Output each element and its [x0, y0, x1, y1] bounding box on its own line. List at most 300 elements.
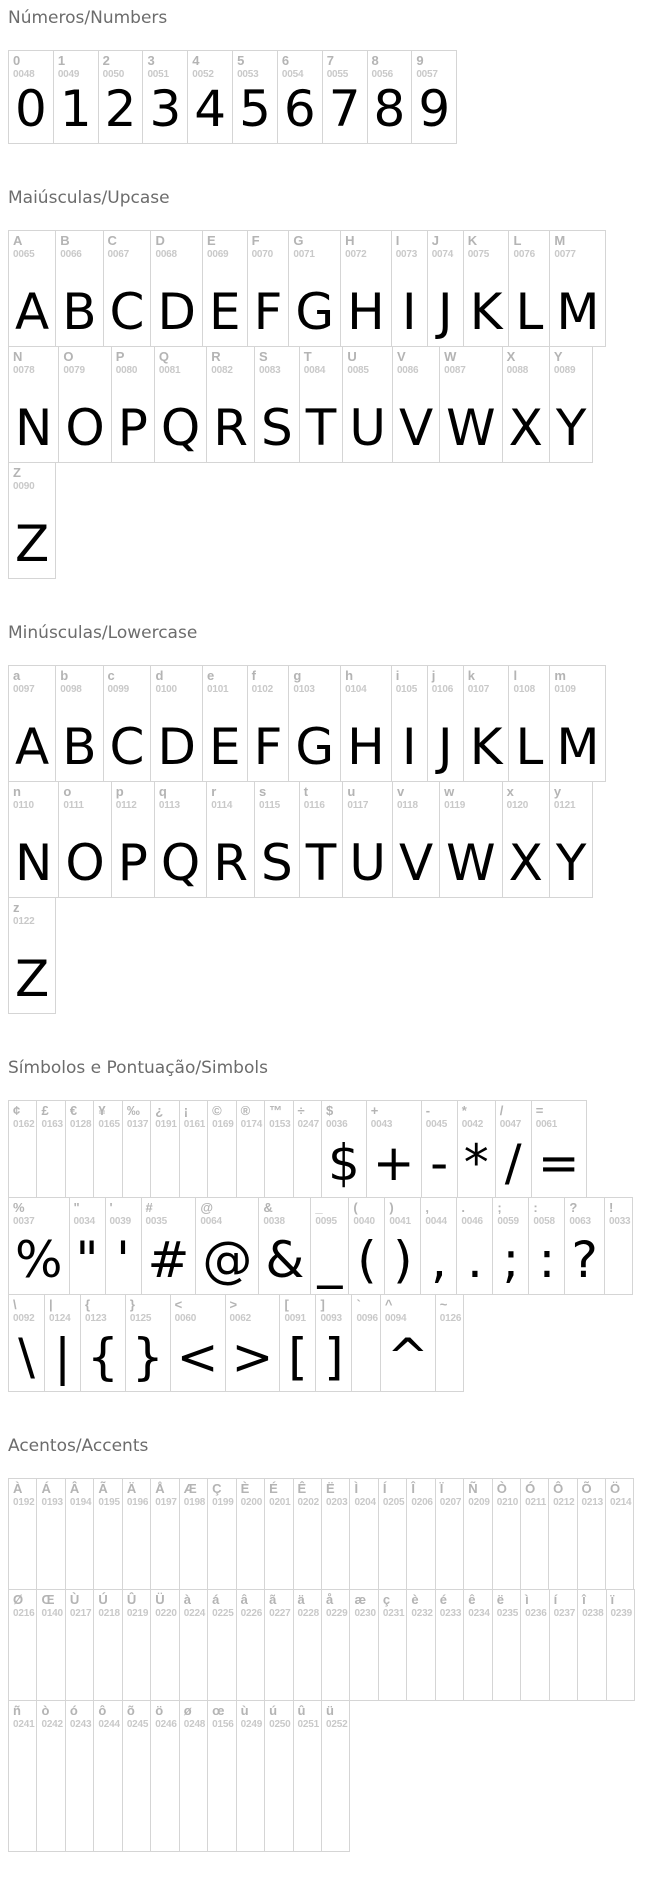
char-glyph: P	[117, 398, 148, 457]
char-code: 0100	[155, 684, 177, 696]
char-label: M	[554, 233, 566, 248]
char-label: 5	[237, 53, 245, 68]
char-code: 0236	[525, 1608, 547, 1620]
char-code: 0039	[109, 1216, 131, 1228]
char-glyph: U	[349, 833, 386, 892]
char-cell-0087	[439, 346, 502, 463]
char-code: 0109	[554, 684, 576, 696]
char-glyph: 3	[149, 79, 182, 138]
glyph-row	[8, 462, 655, 579]
char-header	[9, 463, 55, 492]
char-code: 0070	[251, 249, 274, 261]
char-header	[565, 1198, 604, 1227]
char-cell-0244	[93, 1700, 122, 1852]
char-header	[436, 1295, 463, 1324]
char-cell-0250	[264, 1700, 293, 1852]
char-glyph: 4	[194, 79, 227, 138]
char-header	[350, 1590, 377, 1619]
char-header	[155, 347, 206, 376]
char-glyph	[37, 1508, 64, 1589]
char-glyph	[237, 1508, 264, 1589]
char-header	[440, 347, 501, 376]
char-header	[208, 1701, 235, 1730]
char-glyph	[294, 1130, 321, 1197]
char-header	[151, 1101, 178, 1130]
char-label: Ê	[297, 1481, 307, 1496]
char-cell-0156	[207, 1700, 236, 1852]
char-label: Ò	[496, 1481, 507, 1496]
char-label: _	[315, 1200, 323, 1215]
char-label: 9	[416, 53, 424, 68]
char-header	[226, 1295, 280, 1324]
char-header	[255, 347, 299, 376]
char-label: <	[174, 1297, 183, 1312]
char-code: 0086	[396, 365, 419, 377]
char-header	[123, 1590, 150, 1619]
char-label: ü	[325, 1703, 334, 1718]
char-label: n	[13, 784, 21, 799]
char-header	[9, 898, 55, 927]
char-glyph: H	[347, 282, 385, 341]
char-code: 0209	[468, 1497, 490, 1509]
char-code: 0035	[145, 1216, 167, 1228]
char-label: Õ	[581, 1481, 592, 1496]
char-glyph: &	[265, 1230, 305, 1289]
char-cell-0101	[202, 665, 248, 782]
char-header	[237, 1701, 264, 1730]
char-cell-0165	[93, 1100, 122, 1198]
char-header	[352, 1295, 379, 1324]
char-label: J	[431, 233, 439, 248]
char-label: Ø	[13, 1592, 24, 1607]
char-code: 0250	[269, 1719, 291, 1731]
char-header	[59, 782, 110, 811]
char-code: 0081	[158, 365, 181, 377]
char-cell-0044	[420, 1197, 457, 1295]
char-cell-0234	[463, 1589, 492, 1701]
char-glyph: C	[109, 717, 145, 776]
char-label: A	[13, 233, 23, 248]
char-label: ©	[212, 1103, 222, 1118]
char-cell-0123	[80, 1294, 126, 1392]
section-title: Números/Numbers	[8, 8, 168, 28]
char-glyph: T	[305, 833, 337, 892]
char-glyph: 7	[328, 79, 361, 138]
char-cell-0119	[439, 781, 502, 898]
char-label: d	[155, 668, 164, 683]
char-cell-0200	[236, 1478, 265, 1590]
char-cell-0241	[8, 1700, 37, 1852]
char-cell-0105	[391, 665, 428, 782]
char-header	[464, 1479, 491, 1508]
char-cell-0068	[150, 230, 203, 347]
char-header	[123, 1701, 150, 1730]
char-label: v	[396, 784, 405, 799]
char-label: q	[158, 784, 167, 799]
char-header	[155, 782, 206, 811]
char-cell-0088	[502, 346, 550, 463]
char-cell-0063	[564, 1197, 605, 1295]
char-cell-0211	[520, 1478, 549, 1590]
char-label: ô	[98, 1703, 107, 1718]
char-label: R	[211, 349, 221, 364]
char-glyph: *	[463, 1133, 489, 1192]
char-cell-0102	[247, 665, 290, 782]
char-header	[464, 1590, 491, 1619]
char-cell-0059	[492, 1197, 529, 1295]
char-header	[550, 666, 605, 695]
char-code: 0174	[240, 1119, 263, 1131]
char-header	[255, 782, 299, 811]
char-glyph	[521, 1508, 548, 1589]
char-header	[323, 51, 367, 80]
char-code: 0046	[461, 1216, 483, 1228]
char-label: À	[13, 1481, 23, 1496]
char-glyph: U	[349, 398, 386, 457]
char-code: 0080	[115, 365, 138, 377]
char-label: Ñ	[468, 1481, 478, 1496]
char-cell-0153	[264, 1100, 293, 1198]
char-glyph: W	[446, 398, 496, 457]
char-glyph	[464, 1508, 491, 1589]
char-glyph: |	[54, 1327, 71, 1386]
char-header	[392, 666, 427, 695]
char-code: 0196	[126, 1497, 149, 1509]
char-cell-0225	[207, 1589, 236, 1701]
char-code: 0115	[259, 800, 280, 812]
char-label: Ó	[525, 1481, 536, 1496]
char-glyph	[379, 1508, 406, 1589]
char-label: Å	[155, 1481, 165, 1496]
char-code: 0211	[525, 1497, 547, 1509]
char-header	[66, 1590, 93, 1619]
char-label: C	[107, 233, 117, 248]
char-code: 0052	[192, 69, 214, 81]
char-code: 0089	[553, 365, 576, 377]
char-label: Ç	[212, 1481, 222, 1496]
char-code: 0079	[63, 365, 85, 377]
char-glyph: R	[213, 833, 249, 892]
char-code: 0057	[416, 69, 438, 81]
char-label: %	[13, 1200, 25, 1215]
char-glyph: I	[401, 717, 417, 776]
char-label: Ü	[155, 1592, 165, 1607]
char-cell-0076	[508, 230, 550, 347]
char-code: 0128	[69, 1119, 92, 1131]
char-code: 0044	[425, 1216, 447, 1228]
glyph-row	[8, 1478, 655, 1590]
char-label: Œ	[41, 1592, 55, 1607]
char-code: 0194	[69, 1497, 92, 1509]
char-header	[237, 1101, 264, 1130]
char-cell-0053	[232, 50, 278, 144]
char-glyph: Y	[555, 833, 587, 892]
char-header	[496, 1101, 531, 1130]
char-label: ñ	[13, 1703, 21, 1718]
char-label: @	[200, 1200, 214, 1215]
char-label: `	[356, 1297, 361, 1312]
char-label: p	[115, 784, 124, 799]
char-cell-0197	[150, 1478, 179, 1590]
char-cell-0194	[65, 1478, 94, 1590]
char-cell-0103	[288, 665, 341, 782]
char-label: m	[554, 668, 566, 683]
char-glyph	[379, 1619, 406, 1700]
char-label: #	[145, 1200, 153, 1215]
char-cell-0228	[293, 1589, 322, 1701]
char-glyph: ,	[430, 1230, 447, 1289]
char-cell-0093	[315, 1294, 352, 1392]
char-header	[550, 1590, 577, 1619]
char-label: Î	[411, 1481, 415, 1496]
char-code: 0083	[259, 365, 281, 377]
char-glyph: "	[75, 1230, 99, 1289]
char-code: 0231	[382, 1608, 405, 1620]
char-code: 0062	[229, 1313, 251, 1325]
char-code: 0058	[533, 1216, 555, 1228]
char-label: ç	[382, 1592, 391, 1607]
char-label: Æ	[183, 1481, 197, 1496]
char-label: N	[13, 349, 23, 364]
char-glyph	[578, 1508, 605, 1589]
char-code: 0117	[347, 800, 369, 812]
char-cell-0210	[492, 1478, 521, 1590]
char-header	[104, 666, 151, 695]
glyph-row	[8, 346, 655, 463]
char-cell-0081	[154, 346, 207, 463]
char-code: 0064	[200, 1216, 222, 1228]
char-header	[123, 1101, 150, 1130]
char-cell-0233	[435, 1589, 464, 1701]
section-accents	[8, 1436, 655, 1852]
char-cell-0115	[254, 781, 300, 898]
char-glyph	[436, 1508, 463, 1589]
char-label: x	[506, 784, 514, 799]
char-glyph	[322, 1619, 349, 1700]
char-header	[436, 1590, 463, 1619]
char-header	[578, 1479, 605, 1508]
char-glyph	[294, 1508, 321, 1589]
char-label: s	[259, 784, 267, 799]
char-code: 0205	[382, 1497, 405, 1509]
char-glyph	[151, 1619, 178, 1700]
char-label: È	[240, 1481, 250, 1496]
char-header	[123, 1479, 150, 1508]
char-header	[457, 1198, 492, 1227]
char-label: à	[183, 1592, 191, 1607]
char-label: 4	[192, 53, 200, 68]
char-code: 0228	[297, 1608, 319, 1620]
char-code: 0200	[240, 1497, 263, 1509]
char-cell-0091	[279, 1294, 316, 1392]
char-cell-0055	[322, 50, 368, 144]
char-code: 0238	[582, 1608, 604, 1620]
char-code: 0106	[431, 684, 454, 696]
char-header	[367, 1101, 421, 1130]
char-header	[70, 1198, 105, 1227]
char-glyph: 5	[239, 79, 271, 138]
char-code: 0102	[251, 684, 274, 696]
char-glyph: {	[87, 1327, 119, 1386]
char-label: è	[411, 1592, 419, 1607]
char-cell-0120	[502, 781, 550, 898]
char-glyph: 8	[373, 79, 406, 138]
char-header	[9, 1295, 44, 1324]
char-code: 0104	[345, 684, 367, 696]
char-glyph	[294, 1730, 321, 1851]
char-cell-0082	[206, 346, 255, 463]
char-glyph: W	[446, 833, 496, 892]
char-code: 0051	[147, 69, 169, 81]
char-cell-0207	[435, 1478, 464, 1590]
char-cell-0077	[549, 230, 606, 347]
char-header	[180, 1101, 207, 1130]
char-label: 6	[281, 53, 290, 68]
char-cell-0051	[142, 50, 188, 144]
char-glyph: I	[401, 282, 417, 341]
char-cell-0122	[8, 897, 56, 1014]
char-label: Y	[553, 349, 563, 364]
char-code: 0243	[69, 1719, 92, 1731]
char-code: 0245	[126, 1719, 149, 1731]
char-glyph	[94, 1619, 121, 1700]
char-code: 0105	[395, 684, 418, 696]
char-cell-0097	[8, 665, 56, 782]
char-code: 0090	[13, 481, 35, 493]
section-title: Maiúsculas/Upcase	[8, 188, 170, 208]
char-glyph	[9, 1619, 36, 1700]
char-code: 0246	[155, 1719, 177, 1731]
char-label: y	[553, 784, 562, 799]
char-glyph: >	[231, 1327, 274, 1386]
char-code: 0116	[303, 800, 325, 812]
char-glyph: G	[295, 717, 335, 776]
char-header	[265, 1479, 292, 1508]
char-label: E	[206, 233, 216, 248]
char-header	[45, 1295, 80, 1324]
char-label: æ	[354, 1592, 366, 1607]
char-header	[503, 782, 549, 811]
char-label: î	[582, 1592, 586, 1607]
char-cell-0104	[340, 665, 392, 782]
glyph-grid	[8, 665, 655, 1014]
char-label: e	[206, 668, 215, 683]
char-glyph: }	[131, 1327, 164, 1386]
char-header	[311, 1198, 348, 1227]
char-header	[458, 1101, 495, 1130]
char-glyph: C	[109, 282, 145, 341]
char-header	[207, 347, 254, 376]
char-label: ¥	[98, 1103, 106, 1118]
char-header	[112, 347, 154, 376]
char-header	[521, 1590, 548, 1619]
char-header	[9, 782, 58, 811]
char-header	[428, 666, 463, 695]
char-label: Ô	[553, 1481, 564, 1496]
char-glyph	[436, 1619, 463, 1700]
char-header	[66, 1701, 93, 1730]
char-glyph: J	[437, 717, 453, 776]
char-label: z	[13, 900, 20, 915]
glyph-row	[8, 781, 655, 898]
char-label: X	[506, 349, 516, 364]
char-code: 0107	[467, 684, 490, 696]
char-code: 0048	[13, 69, 35, 81]
char-cell-0071	[288, 230, 341, 347]
char-glyph	[322, 1730, 349, 1851]
char-code: 0203	[325, 1497, 348, 1509]
char-label: V	[396, 349, 406, 364]
char-code: 0162	[13, 1119, 35, 1131]
char-glyph	[436, 1324, 463, 1391]
char-glyph: D	[157, 282, 196, 341]
char-header	[9, 1590, 36, 1619]
glyph-row	[8, 230, 655, 347]
char-cell-0237	[549, 1589, 578, 1701]
char-cell-0203	[321, 1478, 350, 1590]
char-cell-0212	[548, 1478, 577, 1590]
char-label: I	[395, 233, 400, 248]
char-header	[343, 782, 392, 811]
glyph-row	[8, 1294, 655, 1392]
char-label: G	[293, 233, 304, 248]
char-cell-0073	[391, 230, 428, 347]
char-label: L	[513, 233, 522, 248]
char-code: 0087	[444, 365, 466, 377]
char-code: 0192	[13, 1497, 35, 1509]
char-label: [	[284, 1297, 289, 1312]
char-header	[81, 1295, 125, 1324]
char-label: T	[303, 349, 312, 364]
char-code: 0113	[158, 800, 180, 812]
char-cell-0227	[264, 1589, 293, 1701]
char-glyph	[208, 1508, 235, 1589]
char-cell-0224	[179, 1589, 208, 1701]
char-header	[66, 1479, 93, 1508]
char-label: ê	[468, 1592, 476, 1607]
char-header	[521, 1479, 548, 1508]
char-header	[322, 1101, 366, 1130]
char-cell-0174	[236, 1100, 265, 1198]
char-header	[509, 231, 549, 260]
char-header	[9, 347, 58, 376]
char-code: 0067	[107, 249, 129, 261]
char-glyph	[237, 1619, 264, 1700]
char-code: 0061	[535, 1119, 558, 1131]
char-label: ?	[569, 1200, 578, 1215]
char-header	[529, 1198, 564, 1227]
char-glyph	[464, 1619, 491, 1700]
char-glyph	[123, 1619, 150, 1700]
char-code: 0042	[461, 1119, 484, 1131]
char-label: +	[370, 1103, 379, 1118]
char-label: H	[345, 233, 355, 248]
char-cell-0230	[349, 1589, 378, 1701]
char-header	[180, 1701, 207, 1730]
char-header	[300, 782, 343, 811]
char-glyph: V	[398, 398, 434, 457]
char-code: 0169	[212, 1119, 234, 1131]
char-cell-0072	[340, 230, 392, 347]
section-title: Minúsculas/Lowercase	[8, 623, 198, 643]
char-header	[280, 1295, 315, 1324]
char-glyph	[208, 1619, 235, 1700]
char-header	[322, 1590, 349, 1619]
char-label: j	[431, 668, 436, 683]
char-code: 0049	[57, 69, 80, 81]
char-code: 0097	[13, 684, 35, 696]
char-cell-0125	[125, 1294, 171, 1392]
